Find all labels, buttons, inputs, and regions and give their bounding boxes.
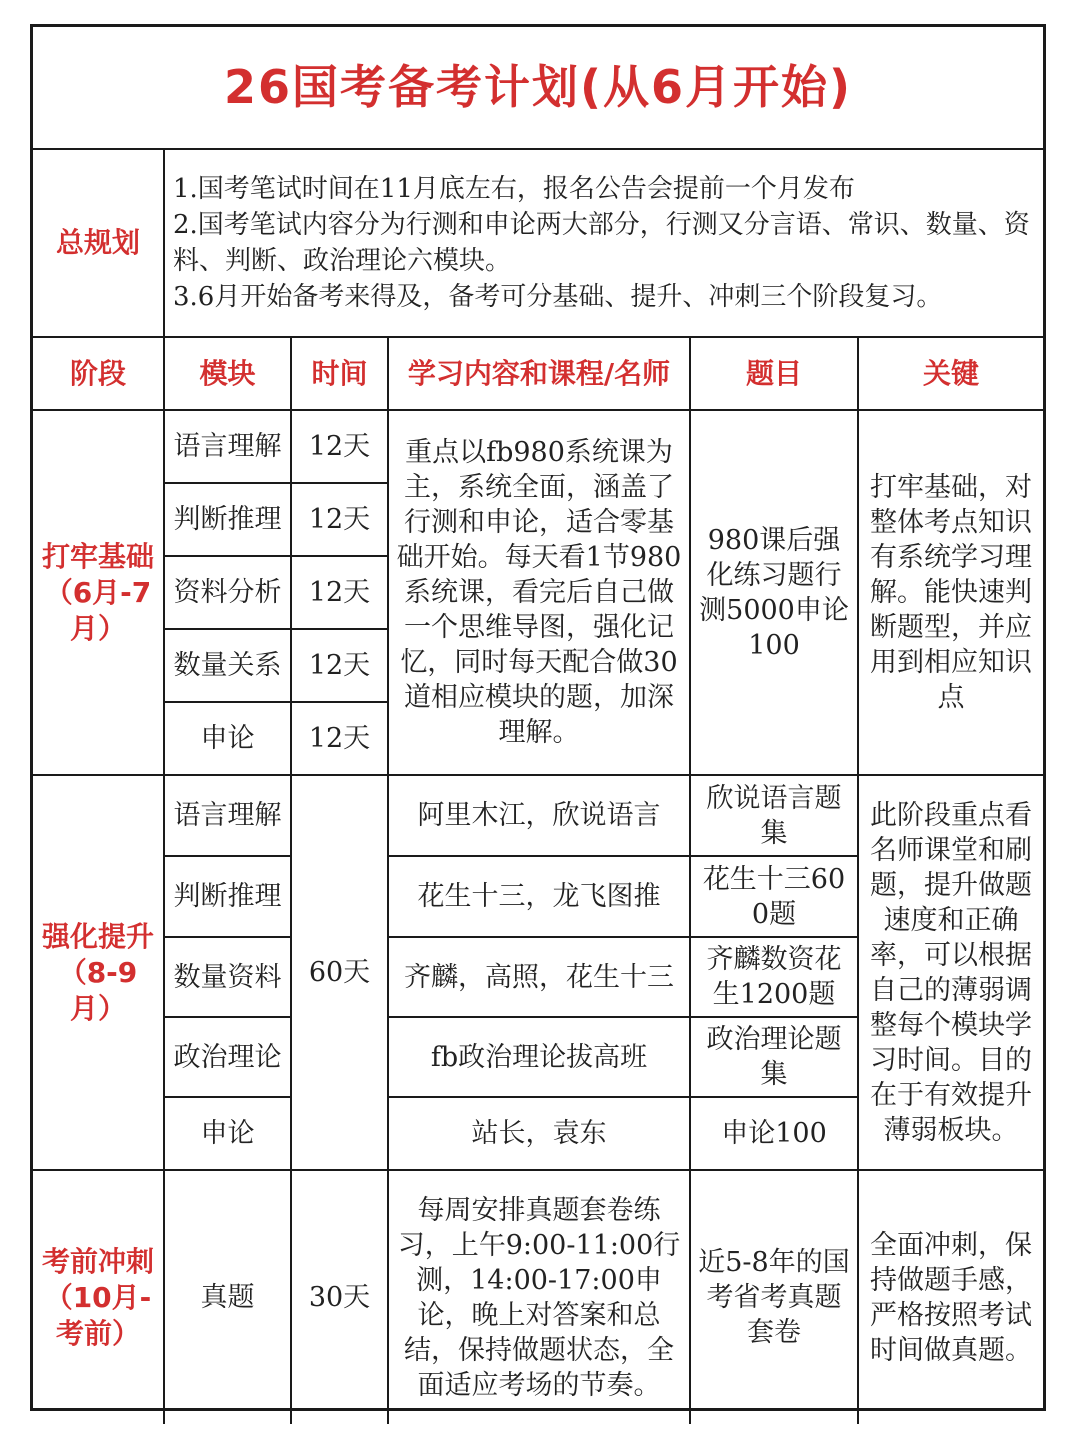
overview-row [33, 149, 1043, 337]
table-row [33, 1170, 1043, 1424]
module-cell: 政治理论 [164, 1017, 291, 1097]
time-cell: 12天 [291, 629, 388, 702]
questions-cell: 齐麟数资花生1200题 [690, 937, 858, 1017]
overview-label: 总规划 [33, 149, 164, 337]
header-row [33, 337, 1043, 410]
stage-3-questions: 近5-8年的国考省考真题套卷 [690, 1170, 858, 1424]
table-row [33, 410, 1043, 483]
header-key: 关键 [858, 337, 1043, 410]
header-questions: 题目 [690, 337, 858, 410]
questions-cell: 欣说语言题集 [690, 775, 858, 856]
overview-content [164, 149, 1043, 337]
time-cell: 30天 [291, 1170, 388, 1424]
module-cell: 判断推理 [164, 483, 291, 556]
module-cell: 语言理解 [164, 410, 291, 483]
module-cell: 申论 [164, 702, 291, 775]
module-cell: 申论 [164, 1097, 291, 1170]
module-cell: 数量关系 [164, 629, 291, 702]
overview-line: 3.6月开始备考来得及，备考可分基础、提升、冲刺三个阶段复习。 [173, 282, 943, 312]
stage-3-key: 全面冲刺，保持做题手感，严格按照考试时间做真题。 [858, 1170, 1043, 1424]
questions-cell: 花生十三600题 [690, 856, 858, 937]
content-cell: fb政治理论拔高班 [388, 1017, 690, 1097]
table-row [33, 775, 1043, 856]
content-cell: 站长，袁东 [388, 1097, 690, 1170]
study-plan-sheet [30, 24, 1046, 1411]
time-cell: 12天 [291, 410, 388, 483]
stage-3-label: 考前冲刺（10月-考前） [33, 1170, 164, 1424]
time-cell: 12天 [291, 702, 388, 775]
stage-2-time: 60天 [291, 775, 388, 1170]
stage-2-label: 强化提升（8-9月） [33, 775, 164, 1170]
content-cell: 阿里木江，欣说语言 [388, 775, 690, 856]
module-cell: 资料分析 [164, 556, 291, 629]
header-module: 模块 [164, 337, 291, 410]
stage-3-content: 每周安排真题套卷练习，上午9:00-11:00行测，14:00-17:00申论，晚上对答案和总结，保持做题状态，全面适应考场的节奏。 [388, 1170, 690, 1424]
time-cell: 12天 [291, 556, 388, 629]
questions-cell: 政治理论题集 [690, 1017, 858, 1097]
overview-line: 1.国考笔试时间在11月底左右，报名公告会提前一个月发布 [173, 174, 855, 204]
header-stage: 阶段 [33, 337, 164, 410]
questions-cell: 申论100 [690, 1097, 858, 1170]
module-cell: 判断推理 [164, 856, 291, 937]
time-cell: 12天 [291, 483, 388, 556]
stage-1-questions: 980课后强化练习题行测5000申论100 [690, 410, 858, 775]
title-row [33, 27, 1043, 149]
header-content: 学习内容和课程/名师 [388, 337, 690, 410]
stage-1-label: 打牢基础（6月-7月） [33, 410, 164, 775]
module-cell: 语言理解 [164, 775, 291, 856]
content-cell: 花生十三，龙飞图推 [388, 856, 690, 937]
page-title: 26国考备考计划(从6月开始) [33, 27, 1043, 149]
module-cell: 真题 [164, 1170, 291, 1424]
header-time: 时间 [291, 337, 388, 410]
stage-1-key: 打牢基础，对整体考点知识有系统学习理解。能快速判断题型，并应用到相应知识点 [858, 410, 1043, 775]
overview-line: 2.国考笔试内容分为行测和申论两大部分，行测又分言语、常识、数量、资料、判断、政治理论六模块。 [173, 210, 1030, 276]
stage-2-key: 此阶段重点看名师课堂和刷题，提升做题速度和正确率，可以根据自己的薄弱调整每个模块学习时间。目的在于有效提升薄弱板块。 [858, 775, 1043, 1170]
content-cell: 齐麟，高照，花生十三 [388, 937, 690, 1017]
study-plan-table [33, 27, 1043, 1424]
module-cell: 数量资料 [164, 937, 291, 1017]
stage-1-content: 重点以fb980系统课为主，系统全面，涵盖了行测和申论，适合零基础开始。每天看1节980系统课，看完后自己做一个思维导图，强化记忆，同时每天配合做30道相应模块的题，加深理解。 [388, 410, 690, 775]
